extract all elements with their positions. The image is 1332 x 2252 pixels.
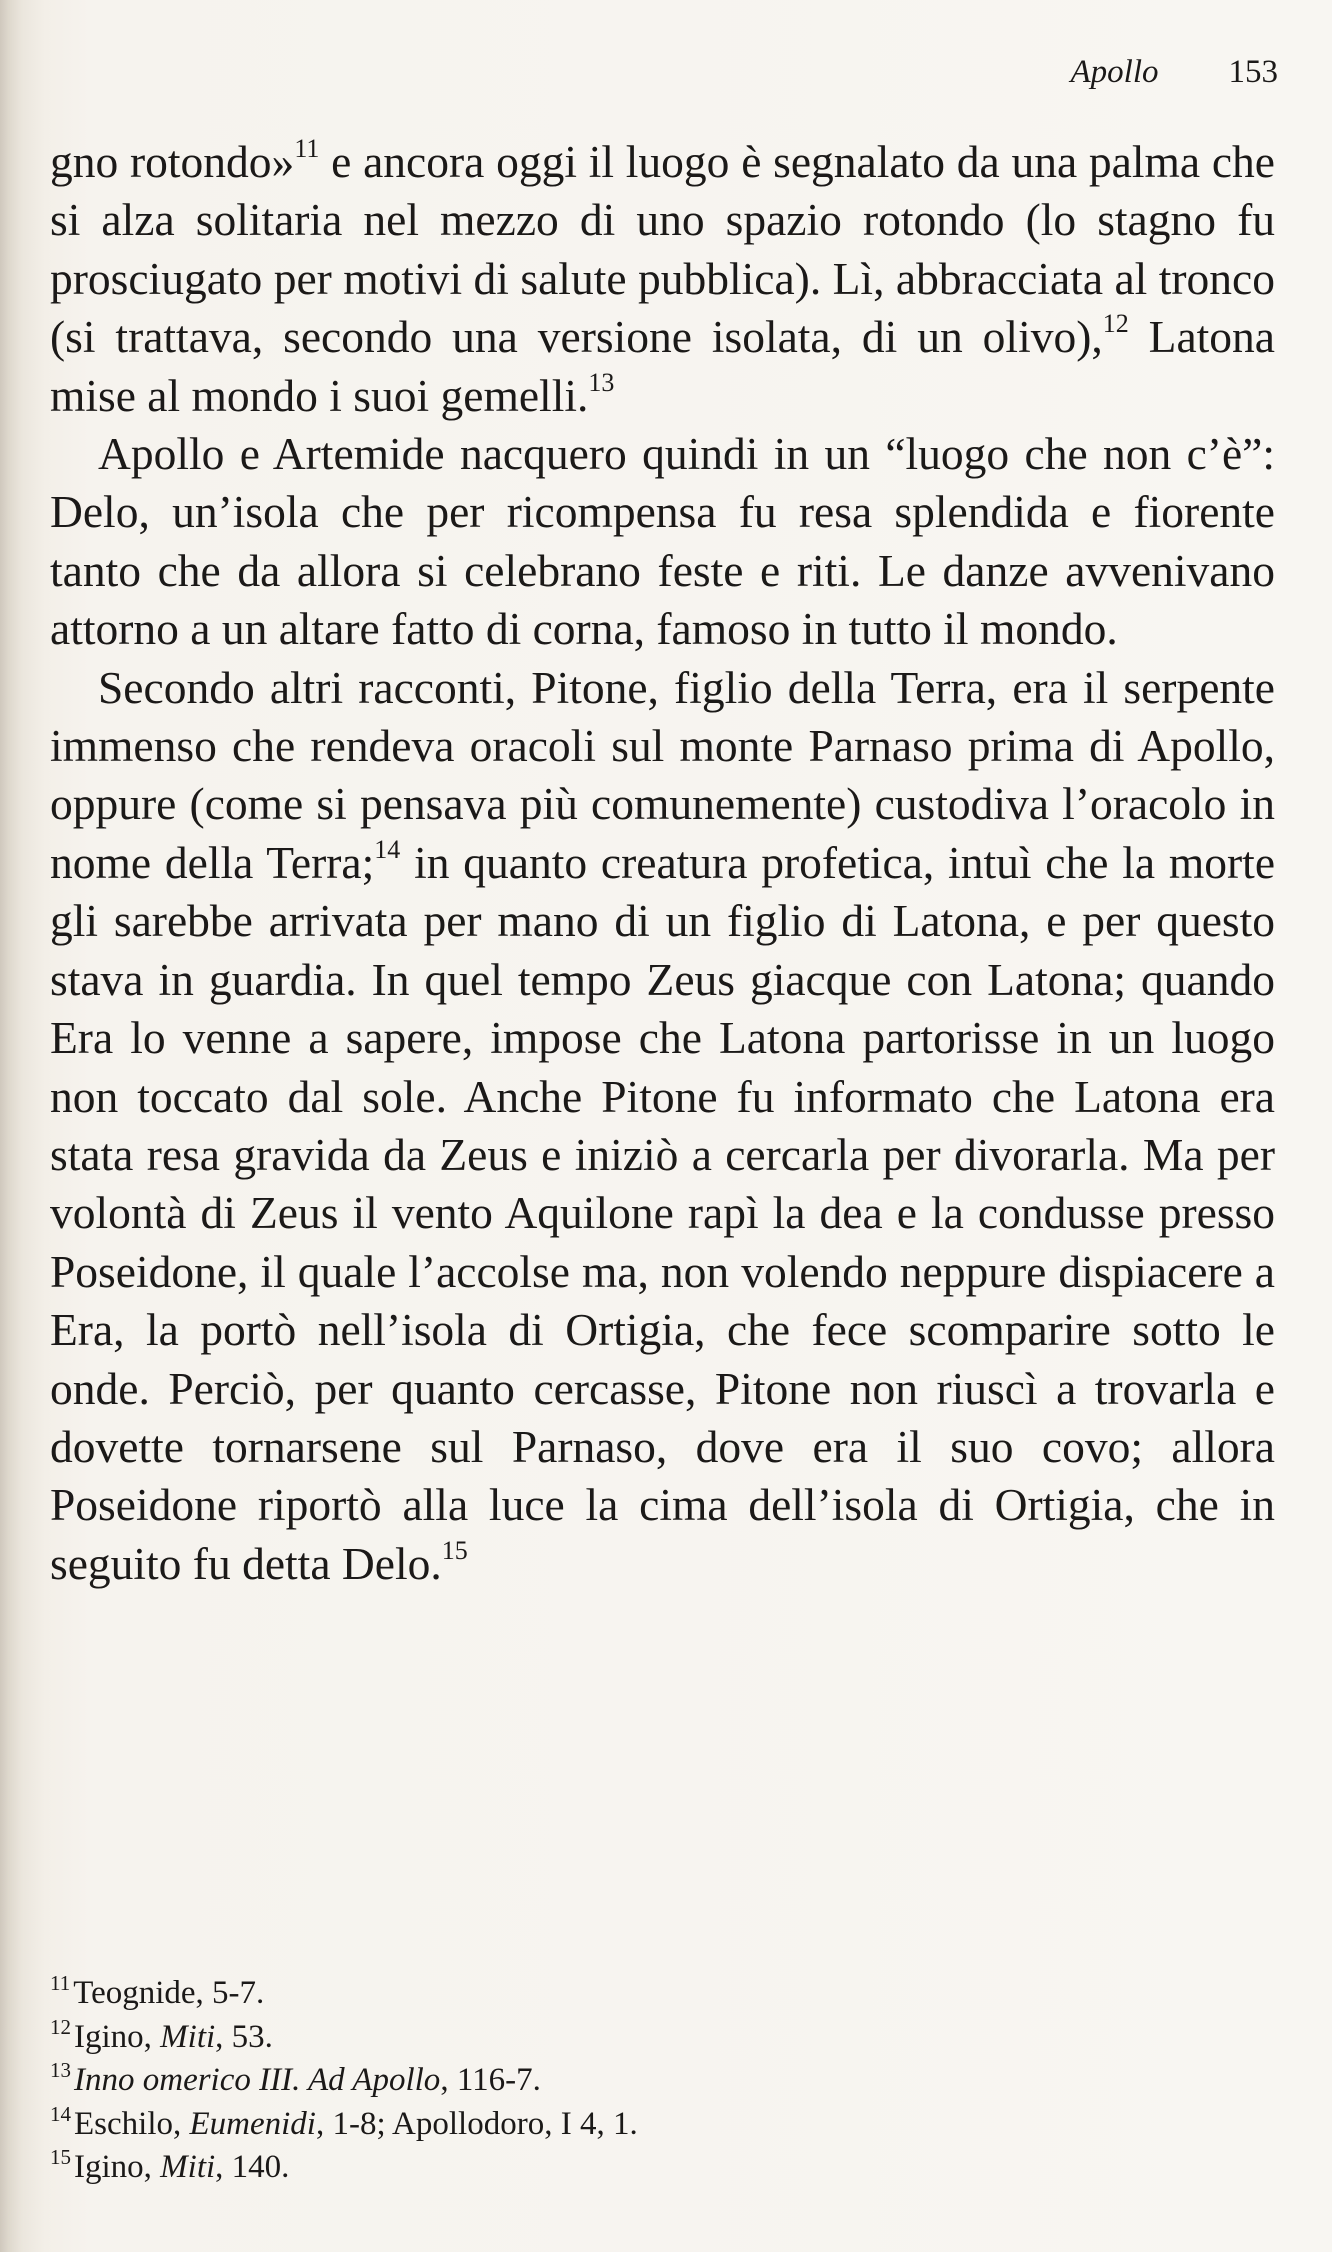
footnote-14: [50, 2103, 1250, 2147]
footnote-text: , 53.: [215, 2018, 273, 2055]
footnote-number: 11: [50, 1971, 71, 1995]
footnote-ref-13: 13: [588, 367, 615, 397]
paragraph-1: [50, 133, 1275, 425]
footnote-text: Igino,: [74, 2018, 161, 2055]
footnote-text: Teognide, 5-7.: [73, 1975, 265, 2011]
footnote-text: , 116-7.: [440, 2062, 541, 2098]
footnote-text: Eschilo,: [74, 2105, 190, 2142]
paragraph-3: [50, 659, 1275, 1594]
footnote-work-title: Eumenidi: [189, 2105, 316, 2142]
footnote-text: Igino,: [74, 2149, 161, 2185]
footnote-text: , 140.: [215, 2149, 290, 2185]
page-number: 153: [1228, 54, 1278, 90]
running-head: [1071, 52, 1279, 92]
footnotes: [50, 1972, 1250, 2190]
footnote-ref-11: 11: [294, 134, 320, 163]
text-run: in quanto creatura profetica, intuì che la morte gli sarebbe arrivata per mano di un figlio di Latona, e per questo stava in guardia. In quel tempo Zeus giacque con Latona; quando Era lo venne a sapere, impose che Latona partorisse in un luogo non toccato dal sole. Anche Pitone fu informato che Latona era stata resa gravida da Zeus e iniziò a cercarla per divorarla. Ma per volontà di Zeus il vento Aquilone rapì la dea e la condusse presso Poseidone, il quale l’accolse ma, non volendo neppure dispiacere a Era, la portò nell’isola di Ortigia, che fece scomparire sotto le onde. Perciò, per quanto cercasse, Pitone non riuscì a trovarla e dovette tornarsene sul Parnaso, dove era il suo covo; allora Poseidone riportò alla luce la cima dell’isola di Ortigia, che in seguito fu detta Delo.: [50, 836, 1276, 1589]
running-title: Apollo: [1070, 54, 1159, 90]
footnote-12: [50, 2016, 1250, 2060]
footnote-15: [50, 2146, 1250, 2190]
footnote-number: 13: [50, 2058, 71, 2082]
text-run: e ancora oggi il luogo è segnalato da una palma che si alza solitaria nel mezzo di uno spazio rotondo (lo stagno fu prosciugato per motivi di salute pubblica). Lì, abbracciata al tronco (si trattava, secondo una versione isolata, di un olivo),: [50, 136, 1275, 363]
footnote-work-title: Miti: [160, 2018, 216, 2055]
footnote-ref-14: 14: [374, 834, 401, 864]
body-text: [50, 133, 1275, 1593]
footnote-13: [50, 2059, 1250, 2103]
footnote-number: 14: [50, 2101, 71, 2126]
footnote-text: , 1-8; Apollodoro, I 4, 1.: [315, 2105, 638, 2142]
footnote-work-title: Inno omerico III. Ad Apollo: [74, 2062, 441, 2098]
footnote-11: [50, 1972, 1250, 2016]
text-run: Latona mise al mondo i suoi gemelli.: [50, 311, 1275, 421]
paragraph-2: [50, 425, 1275, 659]
footnote-ref-12: 12: [1102, 309, 1129, 339]
text-run: Apollo e Artemide nacquero quindi in un “luogo che non c’è”: Delo, un’isola che per ricompensa fu resa splendida e fiorente tanto che da allora si celebrano feste e riti. Le danze avvenivano attorno a un altare fatto di corna, famoso in tutto il mondo.: [50, 428, 1275, 655]
text-run: gno rotondo»: [50, 136, 295, 187]
footnote-work-title: Miti: [160, 2149, 216, 2185]
footnote-number: 12: [50, 2014, 71, 2039]
text-run: Secondo altri racconti, Pitone, figlio della Terra, era il serpente immenso che rendeva oracoli sul monte Parnaso prima di Apollo, oppure (come si pensava più comunemente) custodiva l’oracolo in nome della Terra;: [50, 661, 1275, 888]
footnote-ref-15: 15: [441, 1535, 468, 1565]
footnote-number: 15: [50, 2145, 71, 2169]
